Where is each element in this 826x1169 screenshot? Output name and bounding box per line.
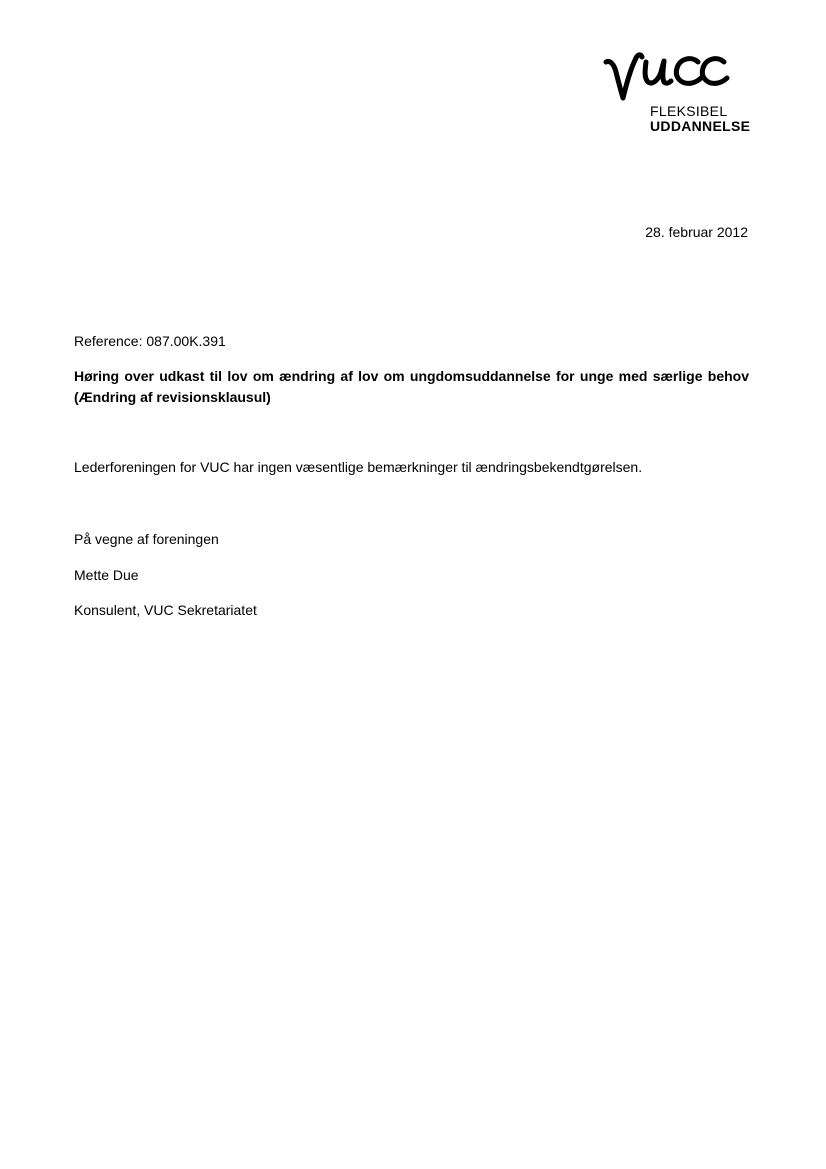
closing-line: På vegne af foreningen: [74, 531, 219, 547]
signer-title: Konsulent, VUC Sekretariatet: [74, 602, 257, 618]
signer-name: Mette Due: [74, 567, 139, 583]
statement-paragraph: Lederforeningen for VUC har ingen væsentlige bemærkninger til ændringsbekendtgørelsen.: [74, 459, 643, 475]
reference-line: Reference: 087.00K.391: [74, 333, 226, 349]
logo-tagline-fleksibel: FLEKSIBEL: [650, 103, 728, 119]
vuc-wordmark-icon: [600, 48, 730, 104]
letter-date: 28. februar 2012: [645, 224, 748, 240]
subject-heading: Høring over udkast til lov om ændring af lov om ungdomsuddannelse for unge med særlige behov (Ændring af revisionsklausul): [74, 368, 749, 405]
vuc-logo: [600, 48, 752, 138]
logo-tagline-uddannelse: UDDANNELSE: [650, 118, 751, 134]
